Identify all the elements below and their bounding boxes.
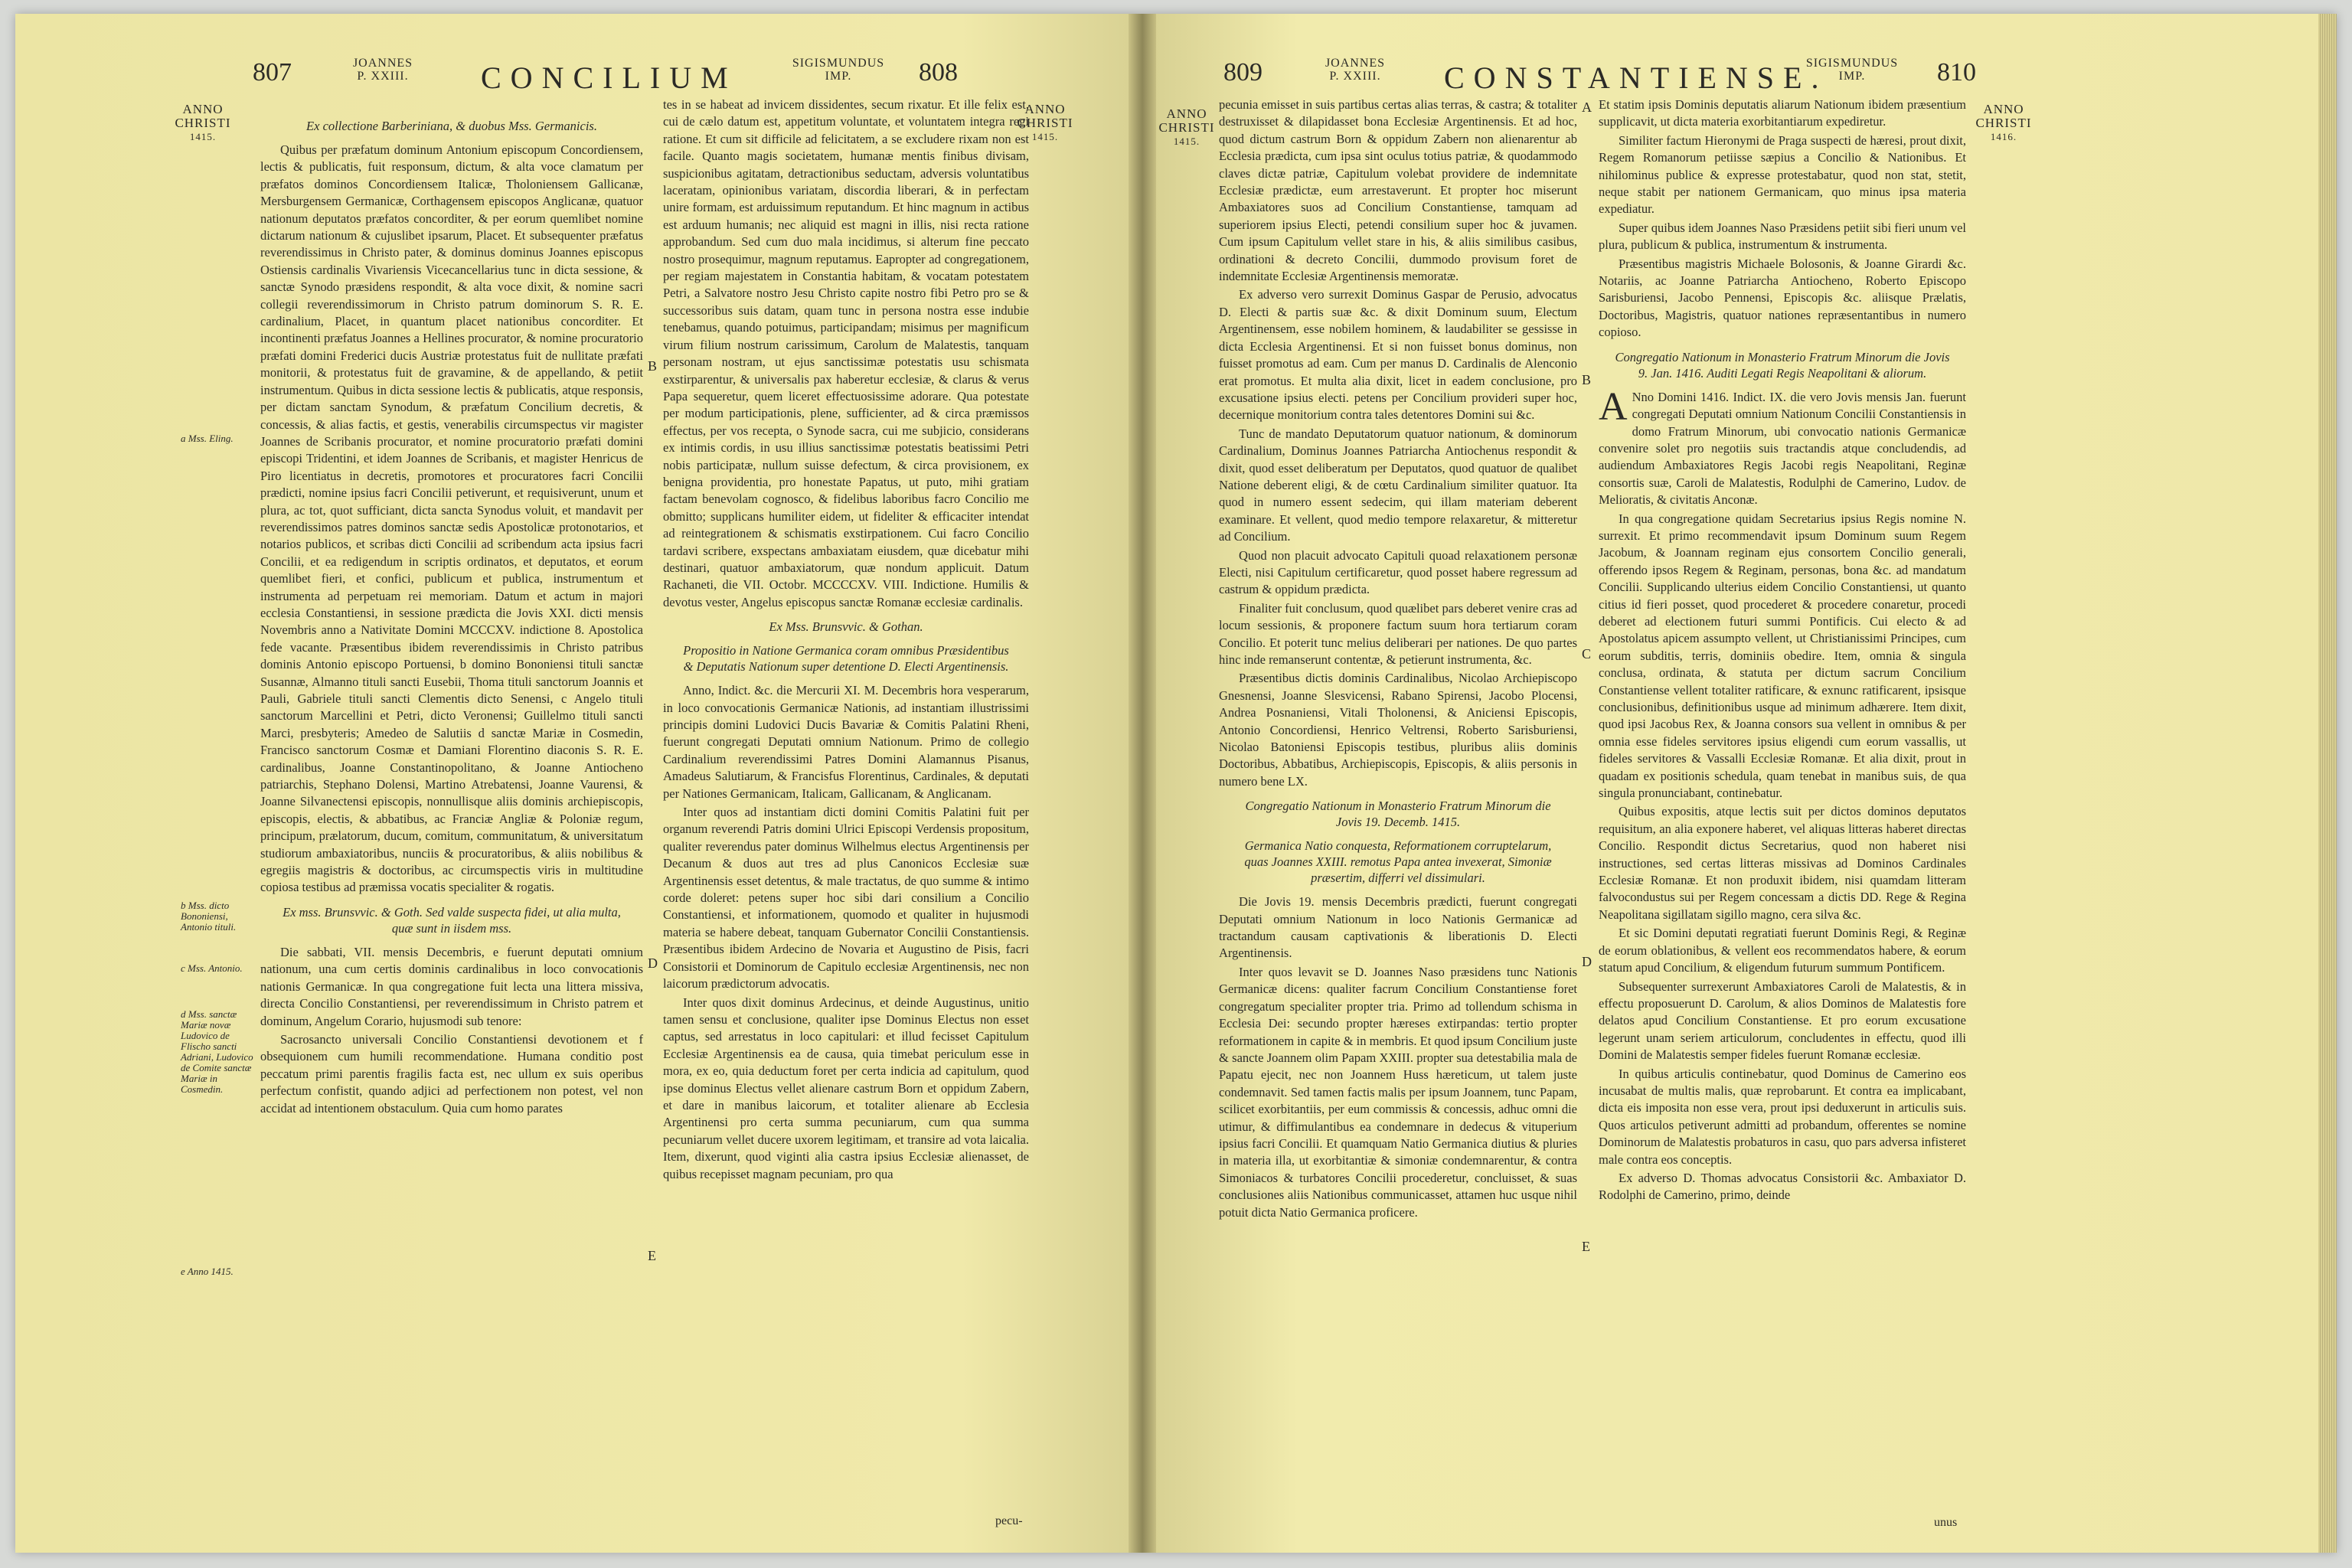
- running-head-pope: JOANNES P. XXIII.: [352, 57, 413, 83]
- section-marker: D: [648, 956, 658, 971]
- paragraph: Sacrosancto universali Concilio Constantiensi devotionem et f obsequionem cum humili recommendatione. Humana conditio post peccatum primi parentis fragilis facta est, nec ullum ex suis operibus perfectum confistit, quando adjici ad perfectionem non potest, vel non accidat ad intentionem obstaculum. Quia cum homo parates: [260, 1031, 643, 1116]
- section-heading: Congregatio Nationum in Monasterio Fratrum Minorum die Jovis 19. Decemb. 1415.: [1245, 799, 1551, 830]
- running-title: CONSTANTIENSE.: [1444, 60, 1828, 95]
- margin-note: b Mss. dicto Bononiensi, Antonio tituli.: [181, 900, 237, 933]
- running-title: CONCILIUM: [481, 60, 737, 95]
- paragraph: Subsequenter surrexerunt Ambaxiatores Caroli de Malatestis, & in effectu proposuerunt D. Carolum, & alios Dominos de Malatestis fore delatos apud Concilium Constantiense. Et pro eorum excusatione legerunt unam seriem articulorum, concludentes in effectu, quod illi Domini de Malatestis semper fideles fuerunt Romanæ ecclesiæ.: [1599, 978, 1966, 1063]
- text-column-1: [260, 110, 643, 1119]
- page-number: 810: [1937, 58, 1976, 87]
- page-number: 809: [1223, 58, 1263, 87]
- paragraph: Die sabbati, VII. mensis Decembris, e fuerunt deputati omnium nationum, una cum certis dominis cardinalibus in loco convocationis nationis Germanicæ. In qua congregatione fuit lecta una littera missiva, directa Concilio Constantiensi, per reverendissimum in Christo patrem et dominum, Angelum Corario, hujusmodi sub tenore:: [260, 944, 643, 1028]
- margin-note: a Mss. Eling.: [181, 433, 234, 444]
- paragraph: Quibus expositis, atque lectis suit per dictos dominos deputatos requisitum, an alia exponere haberet, vel aliquas litteras haberet directas Concilio. Respondit dictus Secretarius, quod non haberet nisi instructiones, sed certas litteras missivas ad Dominos Cardinales Ecclesiæ Romanæ. Et non produxit ibidem, nisi quamdam litteram falvocondustus sui per Regem concessam a dictis DD. Rege & Regina Neapolitana sigillatam sigillo magno, cera silva &c.: [1599, 804, 1966, 922]
- section-heading: Germanica Natio conquesta, Reformationem corruptelarum, quas Joannes XXIII. remotus Papa antea invexerat, Simoniæ præsertim, differri vel dissimulari.: [1244, 838, 1552, 886]
- paragraph: Tunc de mandato Deputatorum quatuor nationum, & dominorum Cardinalium, Dominus Joannes Patriarcha Antiochenus respondit & dixit, quod esset deliberatum per Deputatos, quod quatuor de qualibet Natione deberent eligi, & de cœtu Cardinalium similiter quatuor. Ita quod in numero essent sedecim, qui illam materiam deberent examinare. Et vellent, quod medio tempore relaxaretur, & mitteretur ad Concilium.: [1219, 426, 1577, 544]
- book-spread: [15, 14, 2337, 1553]
- section-heading: Congregatio Nationum in Monasterio Fratrum Minorum die Jovis 9. Jan. 1416. Auditi Legati Regis Neapolitani & aliorum.: [1615, 349, 1950, 381]
- anno-christi-label: ANNO CHRISTI 1415.: [1158, 106, 1215, 147]
- section-marker: C: [1582, 646, 1592, 662]
- section-marker: B: [1582, 372, 1592, 387]
- left-page: [15, 14, 1129, 1553]
- paragraph: Inter quos dixit dominus Ardecinus, et deinde Augustinus, unitio tamen sensu et conclusione, qualiter ipse Dominus Electus non esset captus, sed arrestatus in loco capitulari: et illud fecisset Capitulum Ecclesiæ Argentinensis ea de causa, quia timebat periculum esse in mora, ex eo, quia deductum foret per certa indicia ad capitulum, quod ipse dominus Electus vellet alienare castrum Born et oppidum Zabern, et dare in manibus laicorum, et totaliter alienare ab Ecclesia Argentinensi pro certa summa pecuniarum, cum qua summa pecuniarum vellet ducere uxorem legitimam, et transire ad vota laicalia. Item, dixerunt, quod viginti alia castra ipsius Ecclesiæ alienasset, de quibus recepisset magnam pecuniam, pro qua: [663, 995, 1029, 1181]
- paragraph: Inter quos levavit se D. Joannes Naso præsidens tunc Nationis Germanicæ dicens: qualiter facrum Concilium Constantiense foret congregatum specialiter propter tria. Primo ad tollendum schisma in Ecclesia Dei: secundo propter hæreses extirpandas: tertio propter reformationem in capite & in membris. Et quod ipsum Concilium juste & sancte Joannem olim Papam XXIII. propter sua detestabilia mala de Papatu ejecit, nec non Joannem Huss hæreticum, ut talem juste condemnavit. Sed tamen factis malis per ipsum Joannem, tunc Papam, scilicet exorbitantiis, per eum commissis & concessis, adhuc omni die utimur, & diffimulantibus ea condemnare in dedecus & vituperium ipsius facri Concilii. Et quamquam Natio Germanica diutius & pluries in materia illa, ut exorbitantiæ & simoniæ condemnarentur, & contra Simoniacos & turbatores Concilii procederetur, concluisset, & suas conclusiones aliis Nationibus communicasset, attamen huc usque nihil potuit dicta Natio Germanica proficere.: [1219, 964, 1577, 1220]
- catchword: pecu-: [995, 1514, 1023, 1527]
- paragraph: Die Jovis 19. mensis Decembris prædicti, fuerunt congregati Deputati omnium Nationum in loco Nationis Germanicæ ad tractandum causam captivationis & liberationis D. Electi Argentinensis.: [1219, 894, 1577, 961]
- section-marker: A: [1582, 100, 1592, 115]
- paragraph: tes in se habeat ad invicem dissidentes, secum rixatur. Et ille felix est, cui de cælo datum est, appetitum voluntate, et voluntatem integra regi ratione. Et cum sit difficile ad felicitatem, a se excludere rixam non est facile. Quanto magis societatem, humanæ mentis finibus divisam, suspicionibus agitatam, detractionibus seductam, adversis voluntatibus laceratam, opinionibus variatam, discordia liberari, & in perfectam unire formam, est arduissimum reputandum. Et hinc magnum in actibus est arduum humanis; nec aliquid est magni in illis, nisi recta ratione approbandum. Sed cum duo mala incidimus, si alterum fine peccato nostro prosequimur, magnum reputamus. Eapropter ad congregationem, per regiam majestatem in Constantia habitam, & vocatam potestatem Petri, a Salvatore nostro Jesu Christo capite nostro fibi Petro pro se & successoribus suis datam, quam tunc in persona nostra esse indubie tenebamus, quando potuimus, participandam; misimus per magnificum virum filium nostrum carissimum, Carolum de Malatestis, tanquam personam nostram, ut ejus sanctissimæ potestatis usu schismata exstirparentur, & universalis pax haberetur ecclesiæ, & clarus & verus Papa sequeretur, quem liceret effectuosissime adorare. Qua potestate per modum participationis, plene, sufficienter, ad & circa præmissos effectus, per vos recepta, o Synode sacra, cui me subjicio, considerans ex intimis cordis, in usu illius sanctissimæ potestatis beatissimi Petri nobis participatæ, nullum suisse defectum, & circa provisionem, ex benigna providentia, pro honestate Papatus, ut puto, mihi gratiam factam benevolam cognosco, & fidelibus laboribus facro Concilio me obmitto; supplicans humiliter eidem, ut fideliter & efficaciter intendat ad reintegrationem & schismatis exstirpationem. Cui facro Concilio tardavi scribere, exspectans ambaxiatam eiusdem, quæ dicebatur mihi destinari, quatuor ambaxiatorum, quæ nondum applicuit. Datum Rachaneti, die VII. Octobr. MCCCCXV. VIII. Indictione. Humilis & devotus vester, Angelus episcopus sanctæ Romanæ ecclesiæ cardinalis.: [663, 97, 1029, 609]
- paragraph: In quibus articulis continebatur, quod Dominus de Camerino eos incusabat de multis malis, quæ reprobarunt. Et contra ea implicabant, dicta eis imposita non esse vera, prout ipsi deduxerunt in articulis suis. Quos articulos petiverunt admitti ad probandum, offerentes se nomine Dominorum de Malatestis probaturos in casu, quo pars adversa infisteret male contra eos conceptis.: [1599, 1066, 1966, 1167]
- margin-note: c Mss. Antonio.: [181, 962, 243, 974]
- section-marker: B: [648, 358, 658, 374]
- margin-note: e Anno 1415.: [181, 1266, 234, 1277]
- paragraph: Et sic Domini deputati regratiati fuerunt Dominis Regi, & Reginæ de eorum oblationibus, & vellent eos recommendatos habere, & eorum statum apud Concilium, & eligendum futurum summum Pontificem.: [1599, 926, 1966, 975]
- right-page: [1156, 14, 2337, 1553]
- text-column-1: [1219, 96, 1577, 1223]
- paragraph: In qua congregatione quidam Secretarius ipsius Regis nomine N. surrexit. Et primo recommendavit ipsum Dominum suum Regem Jacobum, & Joannam reginam ejus consortem Concilio generali, offerendo ipsos Regem & Reginam, personas, bona &c. ad mandatum Concilii. Supplicando ulterius eidem Concilio Constantiensi, ut quanto citius id fieri posset, quod procederet & procedere conaretur, procedi deberet ad electionem futuri summi Pontificis. Cui electo & ad Apostolatus apicem assumpto vellent, ut Christianissimi Principes, cum eorum subditis, terris, dominiis obedire. Item, omnia & singula conclusa, ordinata, & statuta per dictum sacrum Concilium Constantiense vellent totaliter ratificare, & exnunc ratificarent, ipsisque conclusionibus, definitionibus usque ad minimum adhærere. Item dixit, quod ipsi Jacobus Rex, & Joanna consors sua vellent in omnibus & per omnia esse fideles servitores ipsius eligendi cum eorum vassallis, ut fideles servitores & Vassalli Ecclesiæ Romanæ. Et alia dixit, prout in quadam ex positionis schedula, quam tenebat in manibus suis, de qua singula pronunciabant, continebatur.: [1599, 511, 1966, 801]
- running-head-emperor: SIGISMUNDUS IMP.: [1805, 57, 1899, 83]
- running-head-emperor: SIGISMUNDUS IMP.: [792, 57, 885, 83]
- section-marker: D: [1582, 954, 1592, 969]
- drop-cap: A: [1599, 384, 1628, 429]
- paragraph: Quibus per præfatum dominum Antonium episcopum Concordiensem, lectis & publicatis, fuit responsum, dictum, & alta voce clamatum per præfatos dominos Concordiensem Italicæ, Tholoniensem Gallicanæ, Mersburgensem Germanicæ, Corthagensem episcopos Anglicanæ, quatuor nationum deputatos præfatos concorditer, & per eorum quemlibet nomine dictarum nationum & cujuslibet ipsarum, Placet. Et subsequenter præfatus reverendissimus in Christo pater, & dominus dominus Joannes episcopus Ostiensis cardinalis Vivariensis Vicecancellarius tunc in dicta sessione, & sanctæ Synodo præsidens respondit, & alta voce dixit, & nomine sacri collegii reverendissimorum in Christo patrum dominorum S. R. E. cardinalium, Placet, in quantum placet nationibus concorditer. Et incontinenti præfatus Joannes a Hellines procurator, & nomine procuratorio præfati domini Frederici ducis Austriæ protestatus fuit de nullitate præfati monitorii, & protestatus fuit de gravamine, & de appellando, & petiit instrumentum. Quibus in dicta sessione lectis & publicatis, atque responsis, per dictam sanctam Synodum, & præfatum Concilium decretis, & concessis, & alias factis, et gestis, venerabilis circumspectus vir magister Joannes de Scribanis procurator, et nomine procuratorio præfati domini episcopi Tridentini, et idem Joannes de Scribanis, et magister Henricus de Piro licentiatus in decretis, promotores et procuratores facri Concilii prædicti, nomine ipsius facri Concilii petiverunt, et requisiverunt, unum et plura, ac tot, quot sufficiant, dicta sancta Synodus voluit, et mandavit per reverendissimos patres dominos sanctæ sedis Apostolicæ protonotarios, et notarios publicos, et scribas dicti Concilii ad scribendum acta ipsius facri Concilii, et ea redigendum in scriptis ordinatos, et deputatos, et eorum quemlibet fieri, et confici, publicum et publica, instrumentum et instrumenta ad perpetuam rei memoriam. Datum et actum in majori ecclesia Constantiensi, in sessione prædicta die Jovis XXI. dicti mensis Novembris anno a Nativitate Domini MCCCXV. indictione 8. Apostolica fede vacante. Præsentibus ibidem reverendissimis in Christo patribus dominis Antonio episcopo Portuensi, b domino Bononiensi tituli sanctæ Susannæ, Almanno tituli sancti Eusebii, Thoma tituli sanctorum Joannis et Pauli, Gabriele tituli sancti Clementis dicto Senensi, c Angelo tituli sanctorum Marcellini et Petri, dicto Veronensi; Guillelmo tituli sancti Marci, presbyteris; Amedeo de Salutiis d sanctæ Mariæ in Cosmedin, Francisco sanctorum Cosmæ et Damiani Florentino diaconis S. R. E. cardinalibus, Joanne Constantinopolitano, & Joanne Antiocheno patriarchis, Stephano Dolensi, Martino Atrebatensi, Joanne Vaurensi, & Joanne Silvanectensi episcopis, nonnullisque aliis dominis archiepiscopis, episcopis, electis, & abbatibus, ac Franciæ Angliæ & Poloniæ regum, principum, prælatorum, ducum, comitum, communitatum, & universitatum studiorum ambaxiatoribus, nunciis & procuratoribus, & aliis nobilibus & egregiis magistris & doctoribus, ac circumspectis viris in multitudine copiosa testibus ad præmissa vocatis specialiter & rogatis.: [260, 142, 643, 895]
- paragraph: Super quibus idem Joannes Naso Præsidens petiit sibi fieri unum vel plura, publicum & publica, instrumentum & instrumenta.: [1599, 220, 1966, 253]
- section-heading: Propositio in Natione Germanica coram omnibus Præsidentibus & Deputatis Nationum super detentione D. Electi Argentinensis.: [683, 643, 1009, 675]
- paragraph: Finaliter fuit conclusum, quod quælibet pars deberet venire cras ad locum sessionis, & proponere factum suum hora tertiarum coram Concilio. Et poterit tunc melius deliberari per nationes. De quo partes hinc inde remanserunt contentæ, & petierunt instrumenta, &c.: [1219, 600, 1577, 667]
- paragraph: Ex adverso vero surrexit Dominus Gaspar de Perusio, advocatus D. Electi & partis suæ &c. & dixit Dominum suum, Electum Argentinensem, esse nobilem hominem, & laudabiliter se gessisse in dicta Ecclesia Argentinensi. Et si non fuisset bonus dominus, non fuisset promotus ad eam. Cum per manus D. Cardinalis de Alenconio erat promotus. Et multa alia dixit, licet in eadem conclusione, pro excusatione ipsius electi. petens per Concilium provideri super hoc, decernique monitorium contra tales detentores Domini sui &c.: [1219, 287, 1577, 423]
- page-edge: [2318, 14, 2337, 1553]
- section-heading: Ex Mss. Brunsvvic. & Gothan.: [769, 619, 923, 635]
- paragraph: Præsentibus magistris Michaele Bolosonis, & Joanne Girardi &c. Notariis, ac Joanne Patriarcha Antiocheno, Roberto Episcopo Sarisburiensi, Jacobo Pennensi, Episcopis &c. aliisque Prælatis, Doctoribus, Magistris, quatuor nationes repræsentantibus in numero copioso.: [1599, 256, 1966, 340]
- paragraph: A Nno Domini 1416. Indict. IX. die vero Jovis mensis Jan. fuerunt congregati Deputati omnium Nationum Concilii Constantiensis in domo Fratrum Minorum, ubi convocatio nationis Germanicæ convenire solet pro negotiis suis tractandis atque concludendis, ad audiendum Ambaxiatores Regis Jacobi regis Neapolitani, Reginæ consortis suæ, Caroli de Malatestis, Rodulphi de Camerino, Ludov. de Melioratis, & civitatis Anconæ.: [1599, 384, 1966, 508]
- anno-christi-label: ANNO CHRISTI 1416.: [1975, 102, 2032, 142]
- paragraph: pecunia emisset in suis partibus certas alias terras, & castra; & totaliter destruxisset & dilapidasset bona Ecclesiæ Argentinensis. Et ad hoc, quod dictum castrum Born & oppidum Zabern non alienarentur ab Ecclesia prædicta, cum ipsa sint oculus totius patriæ, & quodammodo claves dictæ patriæ, Capitulum volebat providere de indemnitate Ecclesiæ prædictæ, eum arrestaverunt. Et propter hoc miserunt Ambaxiatores suos ad Concilium Constantiense, tamquam ad superiorem ipsius Electi, petendi consilium super hoc & juvamen. Cum ipsum Capitulum vellet stare in his, & aliis similibus casibus, ordinationi & decreto Concilii, dummodo provisum foret de indemnitate Ecclesiæ Argentinensis memoratæ.: [1219, 97, 1577, 284]
- anno-christi-label: ANNO CHRISTI 1415.: [1017, 102, 1073, 142]
- paragraph: Quod non placuit advocato Capituli quoad relaxationem personæ Electi, nisi Capitulum certificaretur, quod posset habere regressum ad castrum & oppidum prædicta.: [1219, 547, 1577, 597]
- section-heading: Ex mss. Brunsvvic. & Goth. Sed valde suspecta fidei, ut alia multa, quæ sunt in iisdem mss.: [283, 904, 621, 936]
- paragraph: Et statim ipsis Dominis deputatis aliarum Nationum ibidem præsentium supplicavit, ut dicta materia exorbitantiarum expediretur.: [1599, 97, 1966, 129]
- section-marker: E: [648, 1248, 656, 1263]
- book-gutter: [1129, 14, 1156, 1553]
- page-number: 807: [253, 58, 292, 87]
- catchword: unus: [1934, 1516, 1958, 1529]
- text-column-2: [1599, 96, 1966, 1206]
- section-marker: E: [1582, 1239, 1590, 1254]
- running-head-pope: JOANNES P. XXIII.: [1325, 57, 1386, 83]
- section-heading: Ex collectione Barberiniana, & duobus Mss. Germanicis.: [306, 119, 597, 133]
- page-number: 808: [919, 58, 958, 87]
- paragraph: Præsentibus dictis dominis Cardinalibus, Nicolao Archiepiscopo Gnesnensi, Joanne Slesvicensi, Rabano Spirensi, Jacobo Plocensi, Andrea Posnaniensi, Vitali Tholonensi, & Aniciensi Episcopis, Antonio Concordiensi, Henrico Veltrensi, Roberto Sarisburiensi, Nicolao Batoniensi Episcopis testibus, pluribus aliis dominis Doctoribus, Abbatibus, Archiepiscopis, Episcopis, & aliis personis in numero bene LX.: [1219, 671, 1577, 789]
- paragraph: Ex adverso D. Thomas advocatus Consistorii &c. Ambaxiator D. Rodolphi de Camerino, primo, deinde: [1599, 1170, 1966, 1203]
- paragraph: Inter quos ad instantiam dicti domini Comitis Palatini fuit per organum reverendi Patris domini Ulrici Episcopi Verdensis propositum, qualiter reverendus pater dominus Wilhelmus electus Argentinensis per Decanum & duos aut tres ad plus Canonicos Ecclesiæ suæ Argentinensis esset detentus, & male tractatus, de quo summe & intimo corde doleret: petens super hoc sibi dari consilium a Concilio Constantiensi, et informationem, quomodo et qualiter in hujusmodi materia se habere debeat, tanquam Gubernator Concilii Constantiensis. Præsentibus ibidem Ardecino de Novaria et Augustino de Pisis, facri Consistorii et Dominorum de Capitulo ecclesiæ Argentinensis, nec non laicorum prædictorum advocatis.: [663, 805, 1029, 991]
- paragraph: Similiter factum Hieronymi de Praga suspecti de hæresi, prout dixit, Regem Romanorum petiisse sæpius a Concilio & Nationibus. Et nihilominus publice & expresse protestabatur, quod non stat, stetit, neque stabit per nationem Germanicam, quo minus ipsa materia expediatur.: [1599, 132, 1966, 217]
- paragraph: Anno, Indict. &c. die Mercurii XI. M. Decembris hora vesperarum, in loco convocationis Germanicæ Nationis, ad instantiam illustrissimi principis domini Ludovici Ducis Bavariæ & Comitis Palatini Rheni, fuerunt congregati Deputati omnium Nationum. Primo de collegio Cardinalium reverendissimi Patres Domini Alamannus Pisanus, Amadeus Salutiarum, & Francisfus Florentinus, Cardinales, & deputati per Nationes Germanicam, Italicam, Gallicanam, & Anglicanam.: [663, 683, 1029, 801]
- anno-christi-label: ANNO CHRISTI 1415.: [175, 102, 231, 142]
- text-column-2: [663, 96, 1029, 1184]
- margin-note: d Mss. sanctæ Mariæ novæ Ludovico de Flischo sancti Adriani, Ludovico de Comite sanctæ Mariæ in Cosmedin.: [181, 1008, 253, 1095]
